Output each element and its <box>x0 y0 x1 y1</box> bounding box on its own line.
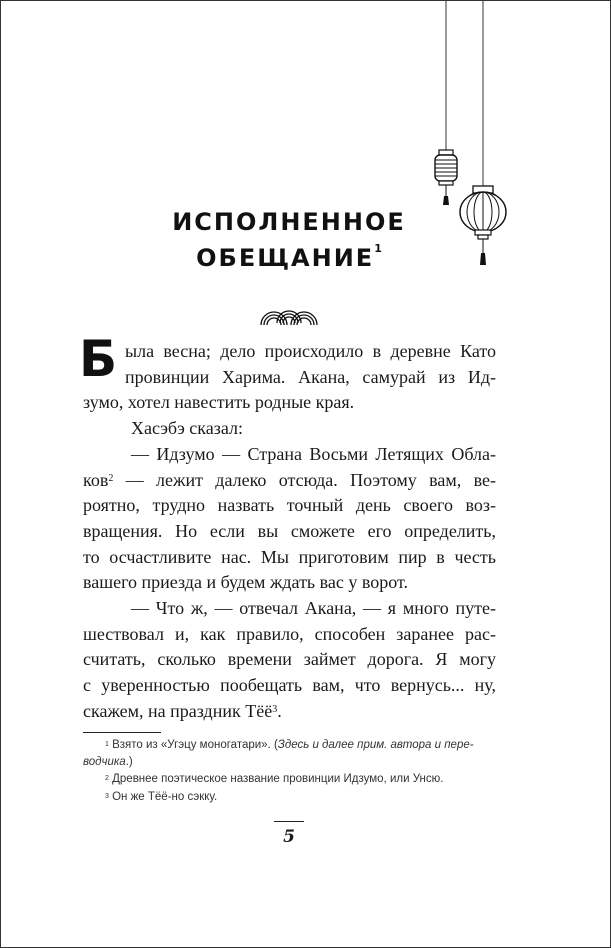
body-line: роятно, трудно назвать точный день своего воз- <box>83 495 496 516</box>
body-line: провинции Харима. Акана, самурай из Ид- <box>125 366 496 387</box>
wave-ornament-icon <box>259 297 319 327</box>
lantern-large-icon <box>456 1 512 271</box>
footnote-separator <box>83 732 161 733</box>
footnote-2: $^2$ Древнее поэтическое название провинции Идзумо, или Унсю. <box>105 773 444 785</box>
body-line: с уверенностью пообещать вам, что вернусь... ну, <box>83 675 496 696</box>
body-line: вращения. Но если вы сможете его определить, <box>83 520 496 541</box>
footnote-3: $^3$ Он же Тёё-но сэкку. <box>105 791 218 803</box>
body-line: Хасэбэ сказал: <box>131 418 243 439</box>
footnote-1: $^1$ Взято из «Угэцу моногатари». (Здесь и далее прим. автора и пере- <box>105 739 474 751</box>
body-line: то осчастливите нас. Мы приготовим пир в честь <box>83 546 496 567</box>
chapter-title-line-1: ИСПОЛНЕННОЕ <box>172 208 406 236</box>
body-line: скажем, на праздник Тёё$^3$. <box>83 700 282 721</box>
body-line: — Что ж, — отвечал Акана, — я много путе- <box>131 598 496 618</box>
body-line: шествовал и, как правило, способен заранее рас- <box>83 623 496 644</box>
chapter-title-text: ОБЕЩАНИЕ <box>196 244 375 272</box>
body-line: считать, сколько времени займет дорога. Я могу <box>83 649 496 670</box>
body-line: ков$^2$ — лежит далеко отсюда. Поэтому вам, ве- <box>83 469 496 490</box>
body-line: вашего приезда и будем ждать вас у ворот. <box>83 572 409 593</box>
footnote-ref: 1 <box>374 242 382 255</box>
body-line: — Идзумо — Страна Восьми Летящих Обла- <box>131 443 496 464</box>
body-line: ыла весна; дело происходило в деревне Като <box>125 341 496 361</box>
drop-cap: Б <box>79 330 118 388</box>
chapter-title-line-2 <box>151 244 427 272</box>
footnote-1-continued: водчика.) <box>83 756 133 768</box>
body-line: зумо, хотел навестить родные края. <box>83 392 355 413</box>
page-number: 5 <box>283 827 295 847</box>
page-number-rule <box>274 821 304 822</box>
